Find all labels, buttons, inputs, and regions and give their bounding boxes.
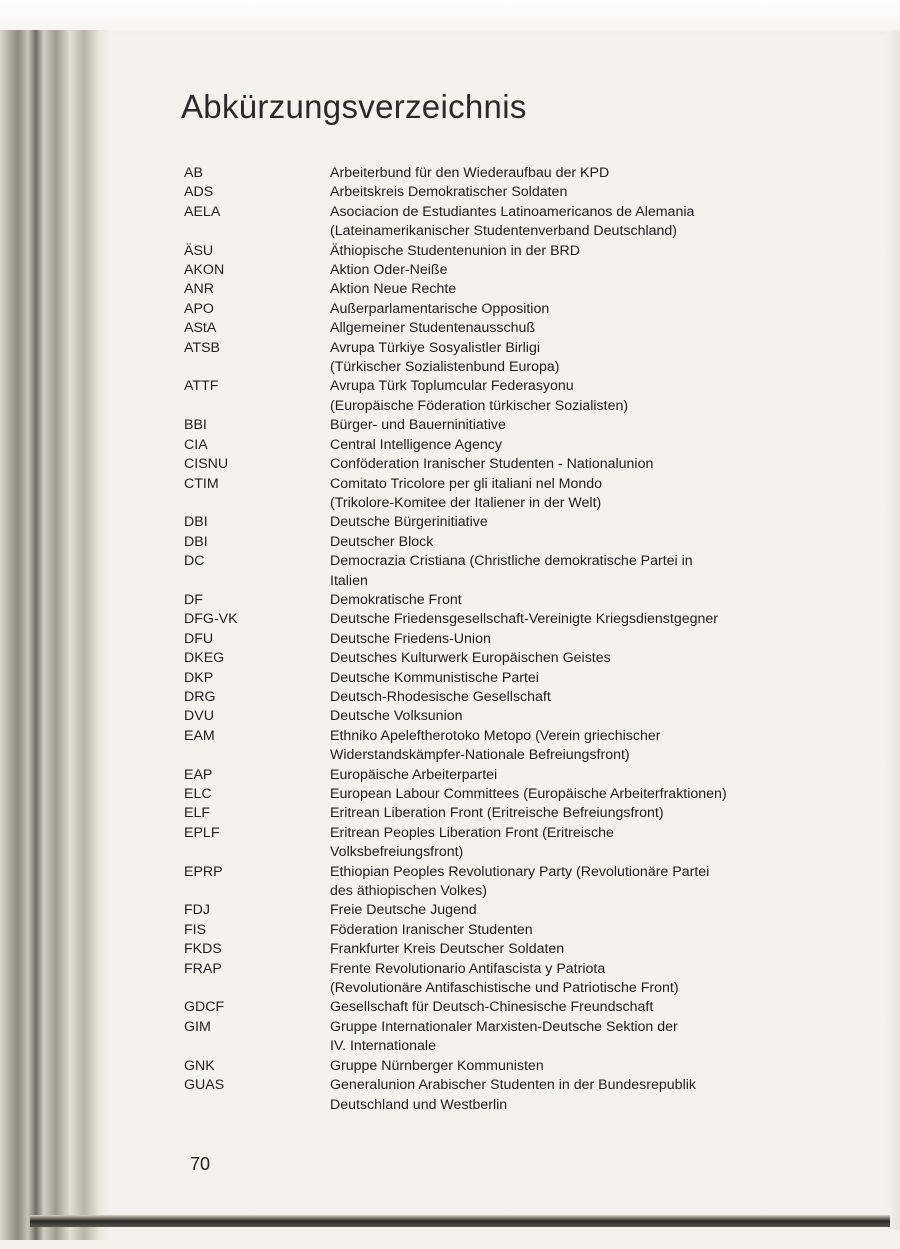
abbreviation-description: Comitato Tricolore per gli italiani nel Mondo (Trikolore-Komitee der Italiener in der Welt)	[330, 475, 603, 511]
abbreviation-description: Deutsche Friedens-Union	[330, 630, 491, 647]
abbreviation-term: AKON	[184, 262, 225, 279]
abbreviation-term: DVU	[184, 708, 214, 725]
abbreviation-term: AELA	[184, 203, 221, 220]
abbreviation-entry	[184, 319, 824, 338]
abbreviation-term: EPRP	[184, 863, 223, 880]
abbreviation-entry	[184, 436, 824, 455]
abbreviation-description: Deutscher Block	[330, 533, 434, 550]
abbreviation-entry	[184, 669, 824, 688]
abbreviation-entry	[184, 280, 824, 299]
abbreviation-description: Föderation Iranischer Studenten	[330, 921, 533, 938]
abbreviation-term: ATSB	[184, 339, 221, 356]
abbreviation-entry	[184, 766, 824, 785]
abbreviation-description: Deutsch-Rhodesische Gesellschaft	[330, 688, 551, 705]
abbreviation-term: GIM	[184, 1018, 211, 1035]
abbreviation-entry	[184, 300, 824, 319]
abbreviation-term: DF	[184, 591, 203, 608]
abbreviation-description: Frente Revolutionario Antifascista y Patriota (Revolutionäre Antifaschistische und Patriotische Front)	[330, 960, 679, 997]
abbreviation-term: APO	[184, 300, 214, 317]
abbreviation-description: Außerparlamentarische Opposition	[330, 300, 550, 317]
abbreviation-term: GDCF	[184, 999, 225, 1016]
abbreviation-term: EAP	[184, 766, 213, 783]
abbreviation-description: Avrupa Türk Toplumcular Federasyonu (Europäische Föderation türkischer Sozialisten)	[330, 378, 629, 414]
abbreviation-description: Deutsche Friedensgesellschaft-Vereinigte Kriegsdienstgegner	[330, 611, 719, 628]
abbreviation-entry	[184, 785, 824, 804]
abbreviation-term: CTIM	[184, 475, 219, 492]
abbreviation-list	[184, 164, 824, 1115]
abbreviation-entry	[184, 513, 824, 532]
abbreviation-term: EPLF	[184, 824, 220, 841]
abbreviation-term: CISNU	[184, 456, 229, 473]
abbreviation-entry	[184, 183, 824, 202]
abbreviation-entry	[184, 727, 824, 766]
abbreviation-term: ADS	[184, 184, 214, 201]
abbreviation-description: Gruppe Nürnberger Kommunisten	[330, 1057, 544, 1074]
abbreviation-description: Generalunion Arabischer Studenten in der Bundesrepublik Deutschland und Westberlin	[330, 1077, 696, 1113]
page-number: 70	[190, 1154, 211, 1174]
abbreviation-entry	[184, 824, 824, 863]
abbreviation-description: Deutsche Kommunistische Partei	[330, 669, 539, 686]
abbreviation-term: DBI	[184, 533, 208, 550]
abbreviation-description: Arbeiterbund für den Wiederaufbau der KPD	[330, 165, 610, 181]
abbreviation-description: Bürger- und Bauerninitiative	[330, 417, 506, 434]
abbreviation-description: Arbeitskreis Demokratischer Soldaten	[330, 184, 568, 201]
abbreviation-entry	[184, 261, 824, 280]
abbreviation-description: Allgemeiner Studentenausschuß	[330, 320, 536, 337]
abbreviation-description: Aktion Neue Rechte	[330, 281, 457, 298]
abbreviation-description: Ethiopian Peoples Revolutionary Party (Revolutionäre Partei des äthiopischen Volkes)	[330, 863, 710, 900]
abbreviation-entry	[184, 552, 824, 591]
abbreviation-description: Freie Deutsche Jugend	[330, 902, 477, 919]
abbreviation-term: CIA	[184, 436, 208, 453]
abbreviation-entry	[184, 940, 824, 959]
page-bottom-edge	[30, 1215, 890, 1227]
abbreviation-term: AB	[184, 165, 203, 181]
abbreviation-term: ELF	[184, 805, 211, 822]
abbreviation-description: Central Intelligence Agency	[330, 436, 502, 453]
abbreviation-term: ELC	[184, 786, 212, 802]
book-spine	[0, 30, 112, 1240]
abbreviation-term: FKDS	[184, 941, 222, 958]
abbreviation-description: Äthiopische Studentenunion in der BRD	[330, 242, 581, 259]
abbreviation-entry	[184, 339, 824, 378]
abbreviation-description: Eritrean Liberation Front (Eritreische Befreiungsfront)	[330, 805, 664, 822]
abbreviation-entry	[184, 1076, 824, 1115]
abbreviation-description: Frankfurter Kreis Deutscher Soldaten	[330, 941, 565, 958]
abbreviation-entry	[184, 649, 824, 668]
abbreviation-term: ÄSU	[184, 242, 214, 259]
abbreviation-description: Gesellschaft für Deutsch-Chinesische Freundschaft	[330, 999, 654, 1016]
abbreviation-entry	[184, 804, 824, 823]
abbreviation-description: Ethniko Apeleftherotoko Metopo (Verein griechischer Widerstandskämpfer-Nationale Befreiungsfront)	[330, 727, 661, 764]
abbreviation-term: DKP	[184, 669, 214, 686]
abbreviation-term: DFU	[184, 630, 214, 647]
abbreviation-term: EAM	[184, 727, 215, 744]
abbreviation-description: Demokratische Front	[330, 591, 462, 608]
abbreviation-entry	[184, 610, 824, 629]
abbreviation-description: Eritrean Peoples Liberation Front (Eritreische Volksbefreiungsfront)	[330, 824, 614, 861]
abbreviation-entry	[184, 1018, 824, 1057]
abbreviation-entry	[184, 377, 824, 416]
abbreviation-description: Conföderation Iranischer Studenten - Nationalunion	[330, 456, 654, 473]
page-right-shadow	[886, 30, 900, 1230]
abbreviation-description: Aktion Oder-Neiße	[330, 262, 448, 279]
abbreviation-term: ANR	[184, 281, 214, 298]
abbreviation-term: GUAS	[184, 1077, 225, 1094]
abbreviation-entry	[184, 416, 824, 435]
page-title: Abkürzungsverzeichnis	[181, 88, 527, 125]
abbreviation-description: Gruppe Internationaler Marxisten-Deutsche Sektion der IV. Internationale	[330, 1018, 678, 1055]
abbreviation-term: DRG	[184, 688, 216, 705]
abbreviation-description: Europäische Arbeiterpartei	[330, 766, 498, 783]
abbreviation-description: Deutsche Volksunion	[330, 708, 463, 725]
abbreviation-entry	[184, 921, 824, 940]
abbreviation-term: DKEG	[184, 650, 225, 667]
abbreviation-entry	[184, 533, 824, 552]
abbreviation-term: FIS	[184, 921, 207, 938]
abbreviation-term: FDJ	[184, 902, 211, 919]
abbreviation-entry	[184, 960, 824, 999]
abbreviation-description: Democrazia Cristiana (Christliche demokratische Partei in Italien	[330, 553, 693, 589]
abbreviation-description: Asociacion de Estudiantes Latinoamericanos de Alemania (Lateinamerikanischer Studentenverband Deutschland)	[330, 203, 695, 240]
abbreviation-entry	[184, 164, 824, 183]
abbreviation-entry	[184, 455, 824, 474]
abbreviation-description: Avrupa Türkiye Sosyalistler Birligi (Türkischer Sozialistenbund Europa)	[330, 339, 560, 376]
abbreviation-entry	[184, 688, 824, 707]
abbreviation-entry	[184, 1057, 824, 1076]
abbreviation-entry	[184, 591, 824, 610]
abbreviation-term: FRAP	[184, 960, 222, 977]
abbreviation-entry	[184, 630, 824, 649]
abbreviation-description: Deutsche Bürgerinitiative	[330, 514, 488, 531]
abbreviation-entry	[184, 203, 824, 242]
page-top-shadow	[0, 0, 900, 34]
abbreviation-term: ATTF	[184, 378, 219, 395]
abbreviation-term: GNK	[184, 1057, 215, 1074]
abbreviation-term: BBI	[184, 417, 207, 434]
abbreviation-description: Deutsches Kulturwerk Europäischen Geistes	[330, 650, 611, 667]
abbreviation-entry	[184, 998, 824, 1017]
abbreviation-entry	[184, 901, 824, 920]
abbreviation-entry	[184, 707, 824, 726]
abbreviation-description: European Labour Committees (Europäische Arbeiterfraktionen)	[330, 786, 727, 802]
abbreviation-term: AStA	[184, 320, 217, 337]
abbreviation-term: DBI	[184, 514, 208, 531]
abbreviation-entry	[184, 475, 824, 514]
abbreviation-term: DC	[184, 553, 205, 570]
abbreviation-term: DFG-VK	[184, 611, 238, 628]
abbreviation-entry	[184, 242, 824, 261]
abbreviation-entry	[184, 863, 824, 902]
